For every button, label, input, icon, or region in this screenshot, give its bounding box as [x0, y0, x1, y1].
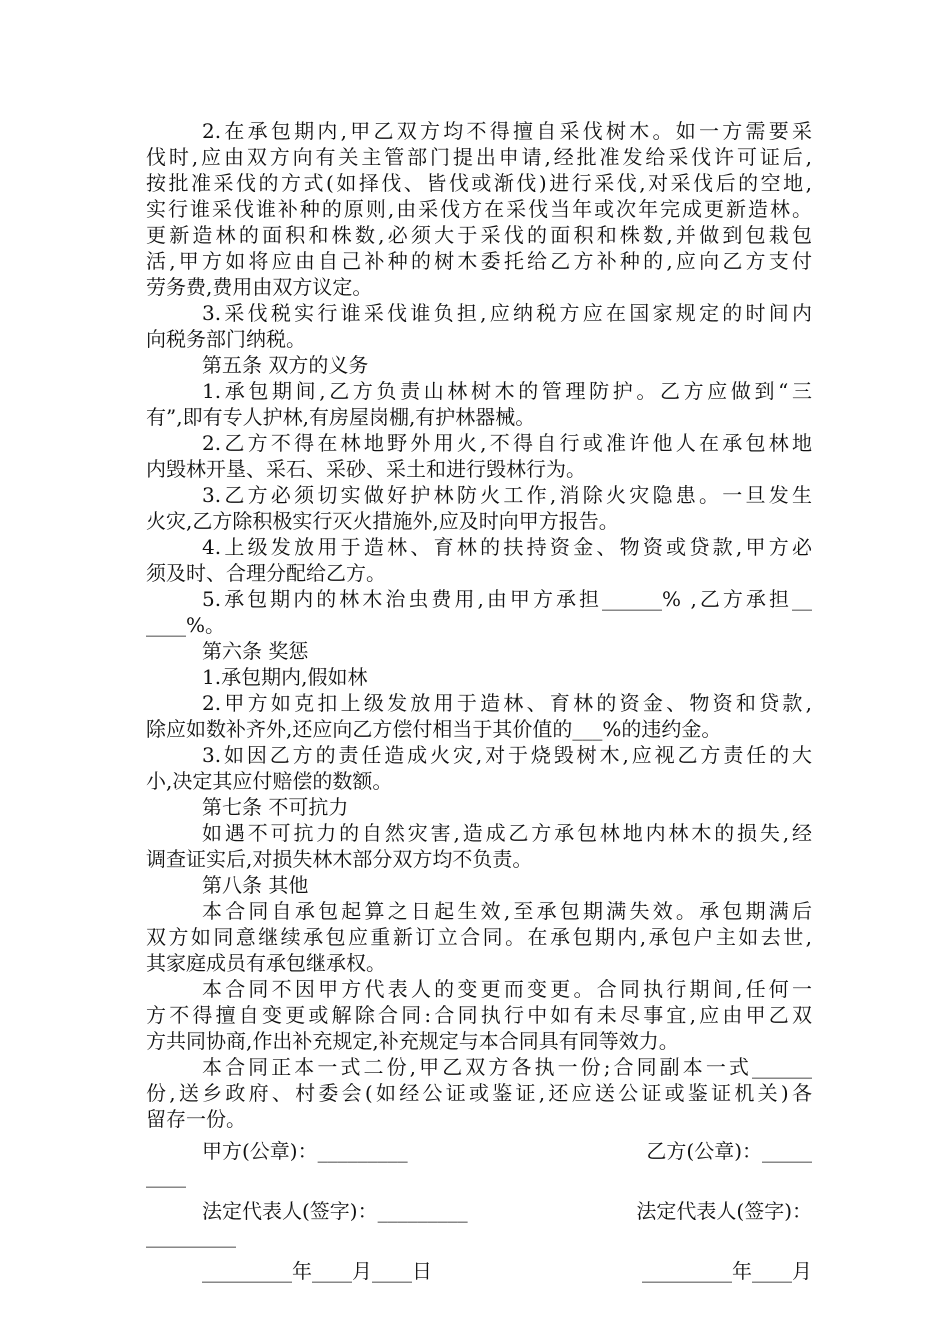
paragraph-line: 5.承包期内的林木治虫费用,由甲方承担______% ,乙方承担__: [202, 587, 812, 611]
paragraph-line: 内毁林开垦、采石、采砂、采土和进行毁林行为。: [146, 457, 586, 481]
paragraph-line: 份,送乡政府、村委会(如经公证或鉴证,还应送公证或鉴证机关)各: [146, 1081, 812, 1105]
paragraph-line: 小,决定其应付赔偿的数额。: [146, 769, 393, 793]
paragraph-line: 2.乙方不得在林地野外用火,不得自行或准许他人在承包林地: [202, 431, 812, 455]
paragraph-line: 除应如数补齐外,还应向乙方偿付相当于其价值的___%的违约金。: [146, 717, 722, 741]
section-heading: 第七条 不可抗力: [202, 795, 349, 819]
paragraph-line: 火灾,乙方除积极实行灭火措施外,应及时向甲方报告。: [146, 509, 619, 533]
paragraph-line: 有”,即有专人护林,有房屋岗棚,有护林器械。: [146, 405, 536, 429]
paragraph-line: 伐时,应由双方向有关主管部门提出申请,经批准发给采伐许可证后,: [146, 145, 812, 169]
party-a-representative: 法定代表人(签字)：_________: [202, 1199, 468, 1223]
party-a-seal: 甲方(公章)：_________: [202, 1139, 408, 1163]
paragraph-line: 本合同自承包起算之日起生效,至承包期满失效。承包期满后: [202, 899, 812, 923]
section-heading: 第五条 双方的义务: [202, 353, 369, 377]
paragraph-line: 3.乙方必须切实做好护林防火工作,消除火灾隐患。一旦发生: [202, 483, 812, 507]
paragraph-line: 活,甲方如将应由自己补种的树木委托给乙方补种的,应向乙方支付: [146, 249, 812, 273]
paragraph-line: 如遇不可抗力的自然灾害,造成乙方承包林地内林木的损失,经: [202, 821, 812, 845]
paragraph-line: 3.采伐税实行谁采伐谁负担,应纳税方应在国家规定的时间内: [202, 301, 812, 325]
signature-row-seal: [146, 1138, 812, 1178]
party-b-seal: 乙方(公章)：_____: [646, 1139, 812, 1163]
party-b-representative-tail: _________: [146, 1224, 236, 1248]
paragraph-line: 方共同协商,作出补充规定,补充规定与本合同具有同等效力。: [146, 1029, 679, 1053]
paragraph-line: 调查证实后,对损失林木部分双方均不负责。: [146, 847, 533, 871]
paragraph-line: 双方如同意继续承包应重新订立合同。在承包期内,承包户主如去世,: [146, 925, 812, 949]
section-heading: 第六条 奖惩: [202, 639, 309, 663]
section-heading: 第八条 其他: [202, 873, 309, 897]
paragraph-line: 本合同正本一式二份,甲乙双方各执一份;合同副本一式______: [202, 1055, 812, 1079]
signature-row-date: [146, 1258, 812, 1298]
paragraph-line: 2.甲方如克扣上级发放用于造林、育林的资金、物资和贷款,: [202, 691, 812, 715]
paragraph-line: 其家庭成员有承包继承权。: [146, 951, 386, 975]
paragraph-line: 1.承包期内,假如林: [202, 665, 368, 689]
contract-page: [146, 118, 812, 1298]
party-b-date: _________年____月: [642, 1259, 812, 1283]
paragraph-line: 更新造林的面积和株数,必须大于采伐的面积和株数,并做到包栽包: [146, 223, 812, 247]
paragraph-line: 留存一份。: [146, 1107, 246, 1131]
paragraph-line: 2.在承包期内,甲乙双方均不得擅自采伐树木。如一方需要采: [202, 119, 812, 143]
paragraph-line: 向税务部门纳税。: [146, 327, 306, 351]
party-b-representative: 法定代表人(签字)：: [636, 1199, 812, 1223]
paragraph-line: ____%。: [146, 613, 226, 637]
paragraph-line: 按批准采伐的方式(如择伐、皆伐或渐伐)进行采伐,对采伐后的空地,: [146, 171, 812, 195]
signature-row-rep: [146, 1198, 812, 1238]
paragraph-line: 方不得擅自变更或解除合同:合同执行中如有未尽事宜,应由甲乙双: [146, 1003, 812, 1027]
paragraph-line: 4.上级发放用于造林、育林的扶持资金、物资或贷款,甲方必: [202, 535, 812, 559]
party-a-date: _________年____月____日: [202, 1259, 432, 1283]
paragraph-line: 劳务费,费用由双方议定。: [146, 275, 373, 299]
paragraph-line: 3.如因乙方的责任造成火灾,对于烧毁树木,应视乙方责任的大: [202, 743, 812, 767]
party-b-seal-tail: ____: [146, 1164, 186, 1188]
paragraph-line: 实行谁采伐谁补种的原则,由采伐方在采伐当年或次年完成更新造林。: [146, 197, 812, 221]
paragraph-line: 须及时、合理分配给乙方。: [146, 561, 386, 585]
paragraph-line: 本合同不因甲方代表人的变更而变更。合同执行期间,任何一: [202, 977, 812, 1001]
paragraph-line: 1.承包期间,乙方负责山林树木的管理防护。乙方应做到“三: [202, 379, 812, 403]
